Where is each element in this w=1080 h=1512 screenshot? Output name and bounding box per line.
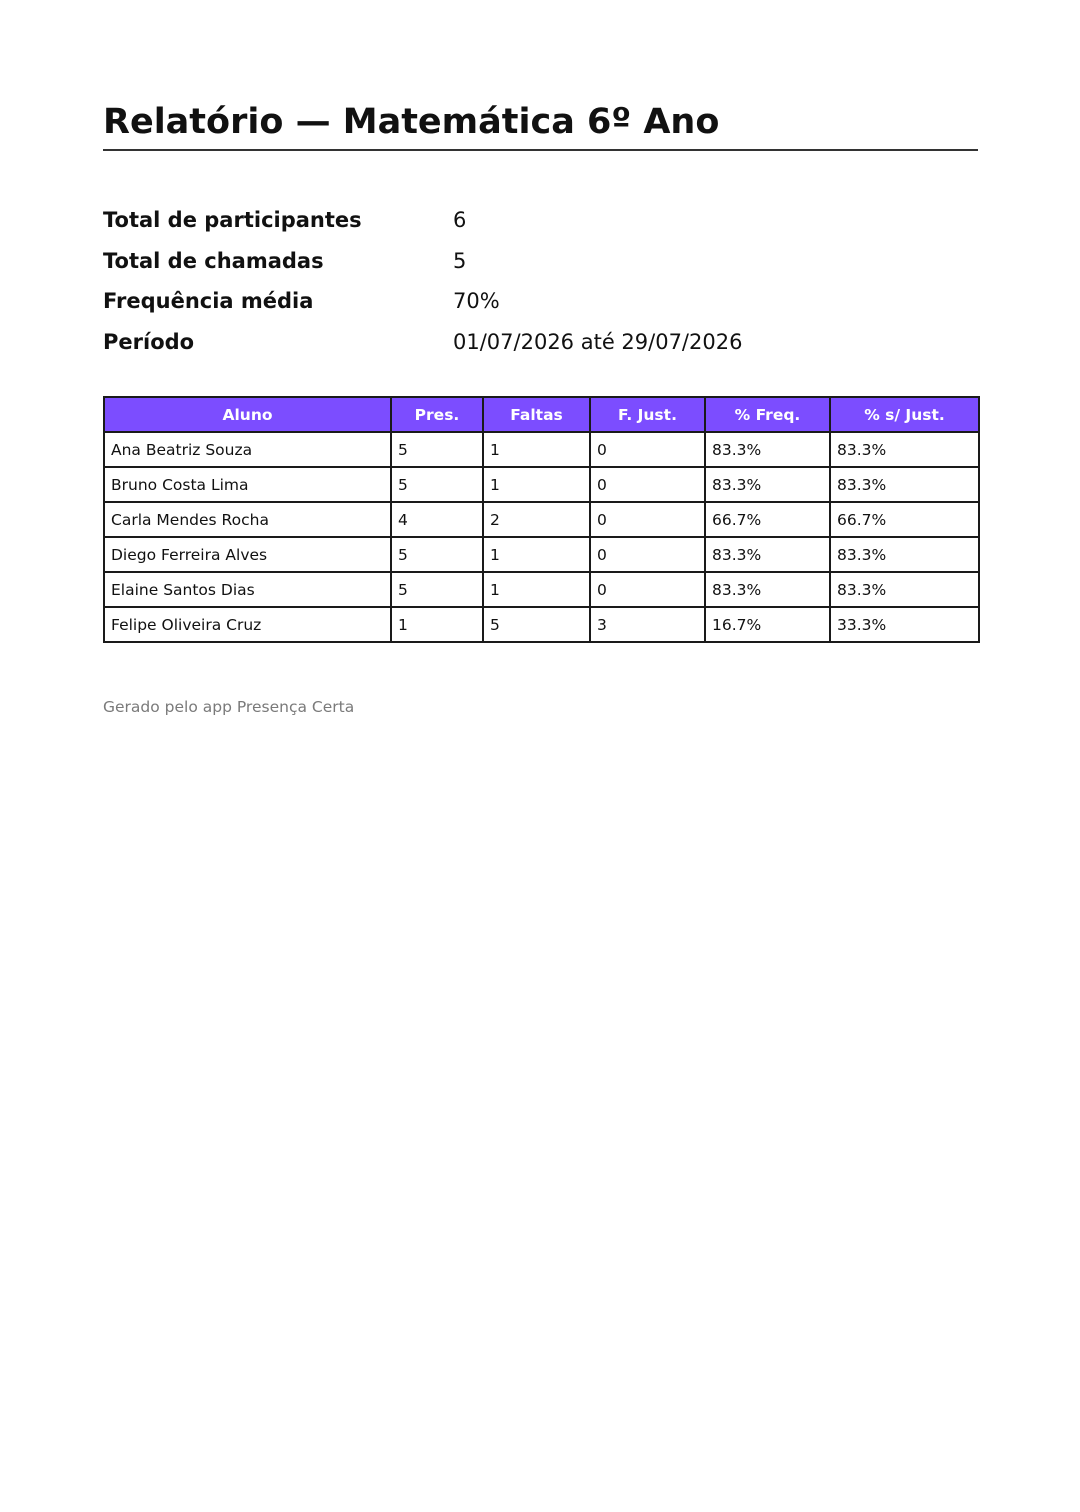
cell-frequency-unjustified: 66.7% (830, 502, 979, 537)
cell-frequency: 66.7% (705, 502, 830, 537)
cell-present: 4 (391, 502, 483, 537)
cell-present: 5 (391, 572, 483, 607)
column-header-present: Pres. (391, 397, 483, 432)
summary-value: 6 (453, 208, 467, 232)
cell-absences: 2 (483, 502, 590, 537)
cell-absences: 1 (483, 467, 590, 502)
cell-student: Elaine Santos Dias (104, 572, 391, 607)
title-divider (103, 149, 978, 151)
summary-row-calls (103, 241, 978, 282)
column-header-absences: Faltas (483, 397, 590, 432)
cell-frequency: 83.3% (705, 432, 830, 467)
cell-absences: 1 (483, 432, 590, 467)
summary-label: Frequência média (103, 289, 314, 313)
cell-student: Bruno Costa Lima (104, 467, 391, 502)
summary-value: 5 (453, 248, 467, 273)
cell-frequency: 83.3% (705, 467, 830, 502)
footer-note: Gerado pelo app Presença Certa (103, 698, 355, 716)
table-row (104, 502, 979, 537)
summary-label: Total de participantes (103, 208, 362, 232)
cell-present: 5 (391, 432, 483, 467)
cell-student: Diego Ferreira Alves (104, 537, 391, 572)
cell-frequency-unjustified: 83.3% (830, 537, 979, 572)
table-row (104, 572, 979, 607)
cell-frequency: 83.3% (705, 572, 830, 607)
cell-absences: 1 (483, 572, 590, 607)
cell-frequency-unjustified: 83.3% (830, 572, 979, 607)
cell-justified: 0 (590, 572, 705, 607)
attendance-table (103, 396, 980, 643)
table-row (104, 467, 979, 502)
cell-present: 5 (391, 467, 483, 502)
summary-row-period (103, 322, 978, 363)
cell-justified: 0 (590, 467, 705, 502)
summary-row-frequency (103, 281, 978, 322)
summary-value: 70% (453, 289, 500, 313)
cell-justified: 0 (590, 502, 705, 537)
cell-frequency-unjustified: 83.3% (830, 432, 979, 467)
cell-student: Carla Mendes Rocha (104, 502, 391, 537)
cell-justified: 0 (590, 432, 705, 467)
table-row (104, 432, 979, 467)
cell-justified: 0 (590, 537, 705, 572)
table-header-row (104, 397, 979, 432)
cell-frequency: 16.7% (705, 607, 830, 642)
column-header-frequency: % Freq. (705, 397, 830, 432)
summary-value: 01/07/2026 até 29/07/2026 (453, 329, 743, 354)
cell-frequency-unjustified: 33.3% (830, 607, 979, 642)
cell-present: 1 (391, 607, 483, 642)
cell-frequency-unjustified: 83.3% (830, 467, 979, 502)
report-title: Relatório — Matemática 6º Ano (103, 102, 720, 142)
cell-frequency: 83.3% (705, 537, 830, 572)
column-header-justified: F. Just. (590, 397, 705, 432)
cell-absences: 5 (483, 607, 590, 642)
column-header-frequency-unjustified: % s/ Just. (830, 397, 979, 432)
cell-student: Felipe Oliveira Cruz (104, 607, 391, 642)
cell-absences: 1 (483, 537, 590, 572)
summary-label: Período (103, 329, 195, 354)
cell-justified: 3 (590, 607, 705, 642)
cell-student: Ana Beatriz Souza (104, 432, 391, 467)
summary-section (103, 200, 978, 362)
summary-label: Total de chamadas (103, 248, 324, 273)
cell-present: 5 (391, 537, 483, 572)
table-row (104, 607, 979, 642)
summary-row-participants (103, 200, 978, 241)
column-header-student: Aluno (104, 397, 391, 432)
table-row (104, 537, 979, 572)
